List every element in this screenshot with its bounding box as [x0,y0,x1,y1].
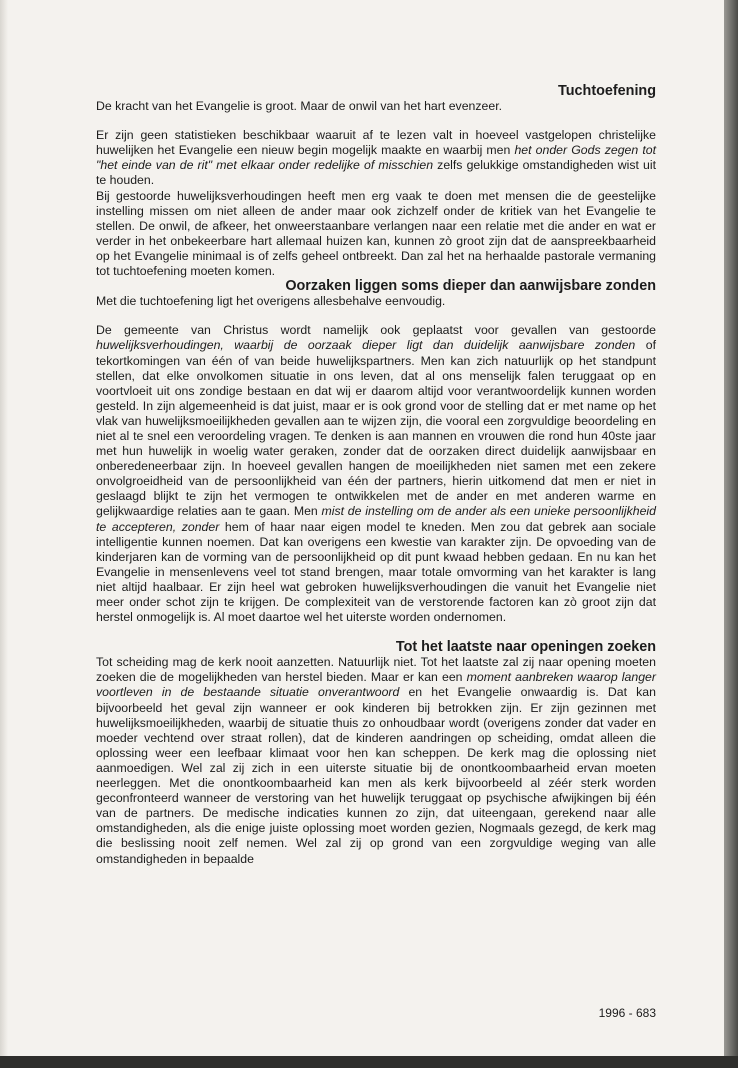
page-number: 1996 - 683 [598,1006,656,1020]
paragraph-italic: huwelijksverhoudingen, waarbij de oorzaak dieper ligt dan duidelijk aanwijsbare zonden [96,338,636,353]
section-heading-oorzaken: Oorzaken liggen soms dieper dan aanwijsbare zonden [285,278,656,295]
paragraph-text: Er zijn geen statistieken beschikbaar waaruit af te lezen valt in hoeveel vastgelopen christelijke huwelijken het Evangelie een nieuw begin mogelijk maakte en waarbij men [96,128,656,158]
article-body [96,84,656,867]
page-bottom-edge [0,1056,738,1068]
paragraph-text: en het Evangelie onwaardig is. Dat kan bijvoorbeeld het geval zijn wanneer er ook kinderen bij betrokken zijn. Er zijn gezinnen met huwelijksmoeilijkheden, waarbij de situatie thuis zo onhoudbaar wordt (overigens zonder dat vader en moeder vechtend over straat rollen), dat de kinderen aandringen op scheiding, omdat alleen die oplossing weer een leefbaar klimaat voor hen kan scheppen. De kerk mag die oplossing niet aanmoedigen. Wel zal zij zich in een uiterste situatie bij de onontkoombaarheid ervan moeten neerleggen. Met die onontkoombaarheid kan men als kerk bijvoorbeeld al zéér sterk worden geconfronteerd wanneer de verstoring van het huwelijk teruggaat op psychische afwijkingen bij één van de partners. De medische indicaties kunnen zo zijn, dat uiteengaan, gerekend naar alle omstandigheden, als die enige juiste oplossing moet worden gezien, Nogmaals gezegd, de kerk mag die beslissing nooit zelf nemen. Wel zal zij op grond van een zorgvuldige weging van alle omstandigheden in bepaalde [96,685,656,866]
section-heading-openingen: Tot het laatste naar openingen zoeken [395,639,656,656]
paragraph [96,655,656,866]
paragraph-text: of tekortkomingen van één of van beide huwelijkspartners. Men kan zich natuurlijk op het standpunt stellen, dat elke onvolkomen situatie in ons leven, dat al ons menselijk falen teruggaat op en voortvloeit uit ons zondige bestaan en dat wij er daarom altijd voor verantwoordelijk kunnen worden gesteld. In zijn algemeenheid is dat juist, maar er is ook grond voor de stelling dat er met name op het vlak van huwelijksmoeilijkheden gevallen aan te wijzen zijn, die vooral een zorgvuldige beoordeling en niet al te snel een veroordeling vragen. Te denken is aan mannen en vrouwen die rond hun 40ste jaar met hun huwelijk in woelig water geraken, zonder dat de oorzaken direct duidelijk aanwijsbaar en onberedeneerbaar zijn. In hoeveel gevallen hangen de moeilijkheden niet samen met een zekere onvolgroeidheid van de persoonlijkheid van één der partners, hierin uitkomend dat men er niet in geslaagd blijkt te zijn het vermogen te ontwikkelen met de ander en met anderen warme en gelijkwaardige relaties aan te gaan. Men [96,338,656,519]
section-intro: Met die tuchtoefening ligt het overigens allesbehalve eenvoudig. [96,294,446,309]
paragraph [96,128,656,188]
paragraph: Bij gestoorde huwelijksverhoudingen heeft men erg vaak te doen met mensen die de geestelijke instelling missen om niet alleen de ander maar ook zichzelf onder de kritiek van het Evangelie te stellen. De onwil, de afkeer, het onweerstaanbare verlangen naar een relatie met die ander en wat er verder in het onbekeerbare hart allemaal huizen kan, kunnen zò groot zijn dat de aanspreekbaarheid op het Evangelie minimaal is of zelfs geheel ontbreekt. Dan zal het na herhaalde pastorale vermaning tot tuchtoefening moeten komen. [96,188,656,279]
paragraph-text: zelfs gelukkige omstandigheden wist uit te houden. [96,158,656,188]
section-heading-tuchtoefening: Tuchtoefening [558,83,656,99]
paragraph-text: De gemeente van Christus wordt namelijk ook geplaatst voor gevallen van gestoorde [96,323,656,338]
paragraph-text: hem of haar naar eigen model te kneden. Men zou dat gebrek aan sociale intelligentie kunnen noemen. Dat kan overigens een kwestie van karakter zijn. De opvoeding van de kinderjaren kan de vorming van de persoonlijkheid op dit punt kwaad hebben gedaan. En nu kan het Evangelie in mensenlevens veel tot stand brengen, maar totale omvorming van het karakter is lang niet altijd haalbaar. Er zijn heel wat gebroken huwelijksverhoudingen die vanuit het Evangelie niet meer onder schot zijn te krijgen. De complexiteit van de verstorende factoren kan zò groot zijn dat herstel onmogelijk is. Al moet daartoe wel het uiterste worden ondernomen. [96,519,657,625]
page-edge-shadow [724,0,738,1068]
paragraph-italic: mist de instelling om de ander als een unieke persoonlijkheid te accepteren, zonder [96,504,657,534]
paragraph-text: Tot scheiding mag de kerk nooit aanzetten. Natuurlijk niet. Tot het laatste zal zij naar opening moeten zoeken die de mogelijkheden van herstel bieden. Maar er kan een [96,655,656,685]
paragraph-italic: het onder Gods zegen tot "het einde van de rit" met elkaar onder redelijke of misschien [96,143,657,173]
paragraph [96,323,656,625]
section-intro: De kracht van het Evangelie is groot. Maar de onwil van het hart evenzeer. [96,99,503,114]
paragraph-italic: moment aanbreken waarop langer voortleven in de bestaande situatie onverantwoord [96,670,656,700]
